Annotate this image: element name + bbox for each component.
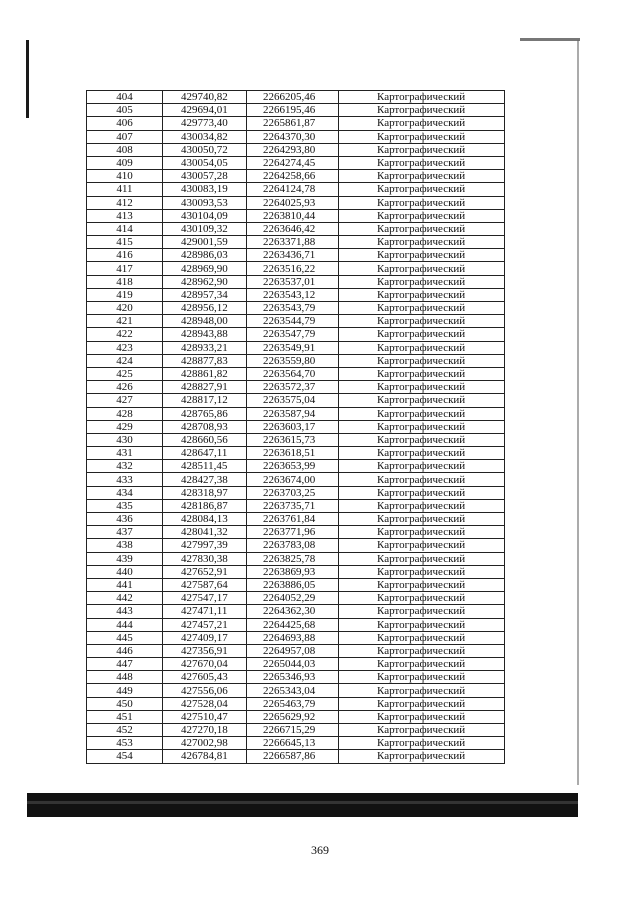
y-coordinate-cell: 2265343,04	[247, 684, 339, 697]
x-coordinate-cell: 428765,86	[163, 407, 247, 420]
x-coordinate-cell: 428969,90	[163, 262, 247, 275]
method-cell: Картографический	[339, 750, 505, 763]
method-cell: Картографический	[339, 367, 505, 380]
x-coordinate-cell: 427830,38	[163, 552, 247, 565]
coordinates-table	[86, 90, 505, 764]
x-coordinate-cell: 427652,91	[163, 565, 247, 578]
y-coordinate-cell: 2266645,13	[247, 737, 339, 750]
point-number-cell: 447	[87, 658, 163, 671]
table-row	[87, 460, 505, 473]
table-row	[87, 710, 505, 723]
y-coordinate-cell: 2263547,79	[247, 328, 339, 341]
point-number-cell: 428	[87, 407, 163, 420]
point-number-cell: 422	[87, 328, 163, 341]
table-row	[87, 486, 505, 499]
x-coordinate-cell: 430054,05	[163, 156, 247, 169]
scan-edge-line-right	[577, 40, 579, 785]
y-coordinate-cell: 2263810,44	[247, 209, 339, 222]
point-number-cell: 432	[87, 460, 163, 473]
point-number-cell: 450	[87, 697, 163, 710]
table-row	[87, 605, 505, 618]
method-cell: Картографический	[339, 565, 505, 578]
method-cell: Картографический	[339, 407, 505, 420]
x-coordinate-cell: 430034,82	[163, 130, 247, 143]
x-coordinate-cell: 429694,01	[163, 104, 247, 117]
method-cell: Картографический	[339, 499, 505, 512]
y-coordinate-cell: 2264293,80	[247, 143, 339, 156]
table-row	[87, 249, 505, 262]
point-number-cell: 404	[87, 91, 163, 104]
method-cell: Картографический	[339, 710, 505, 723]
x-coordinate-cell: 430109,32	[163, 222, 247, 235]
y-coordinate-cell: 2263653,99	[247, 460, 339, 473]
y-coordinate-cell: 2265463,79	[247, 697, 339, 710]
y-coordinate-cell: 2264957,08	[247, 644, 339, 657]
table-row	[87, 328, 505, 341]
method-cell: Картографический	[339, 671, 505, 684]
point-number-cell: 410	[87, 170, 163, 183]
y-coordinate-cell: 2264274,45	[247, 156, 339, 169]
point-number-cell: 414	[87, 222, 163, 235]
x-coordinate-cell: 427270,18	[163, 724, 247, 737]
table-row	[87, 433, 505, 446]
y-coordinate-cell: 2263572,37	[247, 381, 339, 394]
y-coordinate-cell: 2264258,66	[247, 170, 339, 183]
y-coordinate-cell: 2264425,68	[247, 618, 339, 631]
method-cell: Картографический	[339, 381, 505, 394]
point-number-cell: 406	[87, 117, 163, 130]
y-coordinate-cell: 2263618,51	[247, 447, 339, 460]
y-coordinate-cell: 2264124,78	[247, 183, 339, 196]
table-row	[87, 394, 505, 407]
y-coordinate-cell: 2266715,29	[247, 724, 339, 737]
table-row	[87, 420, 505, 433]
x-coordinate-cell: 428186,87	[163, 499, 247, 512]
method-cell: Картографический	[339, 631, 505, 644]
table-row	[87, 552, 505, 565]
method-cell: Картографический	[339, 737, 505, 750]
x-coordinate-cell: 429773,40	[163, 117, 247, 130]
y-coordinate-cell: 2263371,88	[247, 236, 339, 249]
table-row	[87, 104, 505, 117]
y-coordinate-cell: 2263543,12	[247, 288, 339, 301]
y-coordinate-cell: 2263559,80	[247, 354, 339, 367]
point-number-cell: 439	[87, 552, 163, 565]
y-coordinate-cell: 2265629,92	[247, 710, 339, 723]
x-coordinate-cell: 427510,47	[163, 710, 247, 723]
table-row	[87, 578, 505, 591]
x-coordinate-cell: 428861,82	[163, 367, 247, 380]
point-number-cell: 409	[87, 156, 163, 169]
y-coordinate-cell: 2263869,93	[247, 565, 339, 578]
x-coordinate-cell: 428427,38	[163, 473, 247, 486]
x-coordinate-cell: 428041,32	[163, 526, 247, 539]
y-coordinate-cell: 2263646,42	[247, 222, 339, 235]
x-coordinate-cell: 428084,13	[163, 513, 247, 526]
table-row	[87, 565, 505, 578]
y-coordinate-cell: 2263544,79	[247, 315, 339, 328]
method-cell: Картографический	[339, 697, 505, 710]
point-number-cell: 418	[87, 275, 163, 288]
x-coordinate-cell: 427587,64	[163, 578, 247, 591]
x-coordinate-cell: 428948,00	[163, 315, 247, 328]
method-cell: Картографический	[339, 196, 505, 209]
point-number-cell: 425	[87, 367, 163, 380]
x-coordinate-cell: 430093,53	[163, 196, 247, 209]
y-coordinate-cell: 2265346,93	[247, 671, 339, 684]
point-number-cell: 421	[87, 315, 163, 328]
point-number-cell: 420	[87, 302, 163, 315]
point-number-cell: 453	[87, 737, 163, 750]
table-row	[87, 275, 505, 288]
table-row	[87, 209, 505, 222]
x-coordinate-cell: 430083,19	[163, 183, 247, 196]
method-cell: Картографический	[339, 420, 505, 433]
point-number-cell: 415	[87, 236, 163, 249]
x-coordinate-cell: 429740,82	[163, 91, 247, 104]
x-coordinate-cell: 427471,11	[163, 605, 247, 618]
x-coordinate-cell: 430050,72	[163, 143, 247, 156]
x-coordinate-cell: 428962,90	[163, 275, 247, 288]
y-coordinate-cell: 2263674,00	[247, 473, 339, 486]
method-cell: Картографический	[339, 117, 505, 130]
x-coordinate-cell: 430057,28	[163, 170, 247, 183]
method-cell: Картографический	[339, 644, 505, 657]
x-coordinate-cell: 427605,43	[163, 671, 247, 684]
point-number-cell: 413	[87, 209, 163, 222]
y-coordinate-cell: 2265044,03	[247, 658, 339, 671]
x-coordinate-cell: 428708,93	[163, 420, 247, 433]
method-cell: Картографический	[339, 526, 505, 539]
table-row	[87, 671, 505, 684]
y-coordinate-cell: 2264693,88	[247, 631, 339, 644]
y-coordinate-cell: 2264025,93	[247, 196, 339, 209]
point-number-cell: 436	[87, 513, 163, 526]
point-number-cell: 437	[87, 526, 163, 539]
x-coordinate-cell: 428956,12	[163, 302, 247, 315]
table-row	[87, 156, 505, 169]
table-row	[87, 381, 505, 394]
scan-dark-band	[27, 793, 578, 817]
point-number-cell: 443	[87, 605, 163, 618]
point-number-cell: 423	[87, 341, 163, 354]
y-coordinate-cell: 2266587,86	[247, 750, 339, 763]
x-coordinate-cell: 428827,91	[163, 381, 247, 394]
y-coordinate-cell: 2263543,79	[247, 302, 339, 315]
y-coordinate-cell: 2263436,71	[247, 249, 339, 262]
point-number-cell: 451	[87, 710, 163, 723]
x-coordinate-cell: 428933,21	[163, 341, 247, 354]
table-row	[87, 658, 505, 671]
table-row	[87, 367, 505, 380]
point-number-cell: 449	[87, 684, 163, 697]
method-cell: Картографический	[339, 513, 505, 526]
method-cell: Картографический	[339, 156, 505, 169]
y-coordinate-cell: 2263587,94	[247, 407, 339, 420]
y-coordinate-cell: 2263783,08	[247, 539, 339, 552]
y-coordinate-cell: 2264370,30	[247, 130, 339, 143]
table-row	[87, 262, 505, 275]
method-cell: Картографический	[339, 275, 505, 288]
method-cell: Картографический	[339, 394, 505, 407]
scan-edge-mark-top	[520, 38, 580, 41]
page-number: 369	[311, 843, 329, 857]
point-number-cell: 435	[87, 499, 163, 512]
method-cell: Картографический	[339, 315, 505, 328]
x-coordinate-cell: 429001,59	[163, 236, 247, 249]
method-cell: Картографический	[339, 249, 505, 262]
table-row	[87, 407, 505, 420]
point-number-cell: 424	[87, 354, 163, 367]
table-row	[87, 526, 505, 539]
x-coordinate-cell: 427997,39	[163, 539, 247, 552]
point-number-cell: 427	[87, 394, 163, 407]
method-cell: Картографический	[339, 473, 505, 486]
method-cell: Картографический	[339, 618, 505, 631]
table-row	[87, 288, 505, 301]
method-cell: Картографический	[339, 433, 505, 446]
point-number-cell: 429	[87, 420, 163, 433]
method-cell: Картографический	[339, 302, 505, 315]
point-number-cell: 445	[87, 631, 163, 644]
x-coordinate-cell: 427356,91	[163, 644, 247, 657]
table-row	[87, 130, 505, 143]
y-coordinate-cell: 2266205,46	[247, 91, 339, 104]
scan-edge-mark-left	[26, 40, 29, 118]
y-coordinate-cell: 2263886,05	[247, 578, 339, 591]
y-coordinate-cell: 2263735,71	[247, 499, 339, 512]
x-coordinate-cell: 427002,98	[163, 737, 247, 750]
table-row	[87, 631, 505, 644]
table-row	[87, 539, 505, 552]
table-row	[87, 737, 505, 750]
method-cell: Картографический	[339, 447, 505, 460]
point-number-cell: 452	[87, 724, 163, 737]
table-row	[87, 473, 505, 486]
method-cell: Картографический	[339, 91, 505, 104]
coordinates-table-body	[87, 91, 505, 764]
method-cell: Картографический	[339, 130, 505, 143]
table-row	[87, 499, 505, 512]
method-cell: Картографический	[339, 222, 505, 235]
method-cell: Картографический	[339, 724, 505, 737]
point-number-cell: 438	[87, 539, 163, 552]
y-coordinate-cell: 2263549,91	[247, 341, 339, 354]
method-cell: Картографический	[339, 262, 505, 275]
method-cell: Картографический	[339, 170, 505, 183]
point-number-cell: 416	[87, 249, 163, 262]
table-row	[87, 183, 505, 196]
y-coordinate-cell: 2263564,70	[247, 367, 339, 380]
method-cell: Картографический	[339, 684, 505, 697]
point-number-cell: 417	[87, 262, 163, 275]
table-row	[87, 117, 505, 130]
method-cell: Картографический	[339, 658, 505, 671]
y-coordinate-cell: 2263575,04	[247, 394, 339, 407]
y-coordinate-cell: 2263771,96	[247, 526, 339, 539]
table-row	[87, 618, 505, 631]
table-row	[87, 170, 505, 183]
y-coordinate-cell: 2263703,25	[247, 486, 339, 499]
y-coordinate-cell: 2263761,84	[247, 513, 339, 526]
point-number-cell: 411	[87, 183, 163, 196]
x-coordinate-cell: 427457,21	[163, 618, 247, 631]
x-coordinate-cell: 428660,56	[163, 433, 247, 446]
method-cell: Картографический	[339, 354, 505, 367]
point-number-cell: 408	[87, 143, 163, 156]
point-number-cell: 442	[87, 592, 163, 605]
table-row	[87, 592, 505, 605]
y-coordinate-cell: 2265861,87	[247, 117, 339, 130]
method-cell: Картографический	[339, 104, 505, 117]
x-coordinate-cell: 428318,97	[163, 486, 247, 499]
table-row	[87, 341, 505, 354]
x-coordinate-cell: 428957,34	[163, 288, 247, 301]
table-row	[87, 447, 505, 460]
point-number-cell: 430	[87, 433, 163, 446]
point-number-cell: 454	[87, 750, 163, 763]
method-cell: Картографический	[339, 460, 505, 473]
method-cell: Картографический	[339, 592, 505, 605]
x-coordinate-cell: 427670,04	[163, 658, 247, 671]
x-coordinate-cell: 428877,83	[163, 354, 247, 367]
x-coordinate-cell: 428511,45	[163, 460, 247, 473]
x-coordinate-cell: 428943,88	[163, 328, 247, 341]
y-coordinate-cell: 2263603,17	[247, 420, 339, 433]
x-coordinate-cell: 428647,11	[163, 447, 247, 460]
table-row	[87, 315, 505, 328]
y-coordinate-cell: 2266195,46	[247, 104, 339, 117]
x-coordinate-cell: 430104,09	[163, 209, 247, 222]
point-number-cell: 448	[87, 671, 163, 684]
x-coordinate-cell: 428817,12	[163, 394, 247, 407]
method-cell: Картографический	[339, 183, 505, 196]
point-number-cell: 434	[87, 486, 163, 499]
point-number-cell: 426	[87, 381, 163, 394]
method-cell: Картографический	[339, 552, 505, 565]
method-cell: Картографический	[339, 486, 505, 499]
point-number-cell: 407	[87, 130, 163, 143]
method-cell: Картографический	[339, 578, 505, 591]
y-coordinate-cell: 2263825,78	[247, 552, 339, 565]
table-row	[87, 222, 505, 235]
table-row	[87, 302, 505, 315]
x-coordinate-cell: 428986,03	[163, 249, 247, 262]
point-number-cell: 444	[87, 618, 163, 631]
point-number-cell: 405	[87, 104, 163, 117]
method-cell: Картографический	[339, 209, 505, 222]
x-coordinate-cell: 427556,06	[163, 684, 247, 697]
table-row	[87, 684, 505, 697]
x-coordinate-cell: 427409,17	[163, 631, 247, 644]
point-number-cell: 419	[87, 288, 163, 301]
table-row	[87, 143, 505, 156]
table-row	[87, 644, 505, 657]
method-cell: Картографический	[339, 236, 505, 249]
y-coordinate-cell: 2264362,30	[247, 605, 339, 618]
point-number-cell: 431	[87, 447, 163, 460]
x-coordinate-cell: 427547,17	[163, 592, 247, 605]
x-coordinate-cell: 427528,04	[163, 697, 247, 710]
table-row	[87, 513, 505, 526]
y-coordinate-cell: 2263516,22	[247, 262, 339, 275]
y-coordinate-cell: 2263537,01	[247, 275, 339, 288]
method-cell: Картографический	[339, 539, 505, 552]
table-row	[87, 196, 505, 209]
table-row	[87, 697, 505, 710]
method-cell: Картографический	[339, 605, 505, 618]
x-coordinate-cell: 426784,81	[163, 750, 247, 763]
point-number-cell: 440	[87, 565, 163, 578]
y-coordinate-cell: 2264052,29	[247, 592, 339, 605]
point-number-cell: 441	[87, 578, 163, 591]
point-number-cell: 446	[87, 644, 163, 657]
table-row	[87, 724, 505, 737]
method-cell: Картографический	[339, 328, 505, 341]
table-row	[87, 354, 505, 367]
method-cell: Картографический	[339, 341, 505, 354]
point-number-cell: 412	[87, 196, 163, 209]
y-coordinate-cell: 2263615,73	[247, 433, 339, 446]
point-number-cell: 433	[87, 473, 163, 486]
table-row	[87, 750, 505, 763]
table-row	[87, 91, 505, 104]
method-cell: Картографический	[339, 288, 505, 301]
table-row	[87, 236, 505, 249]
method-cell: Картографический	[339, 143, 505, 156]
